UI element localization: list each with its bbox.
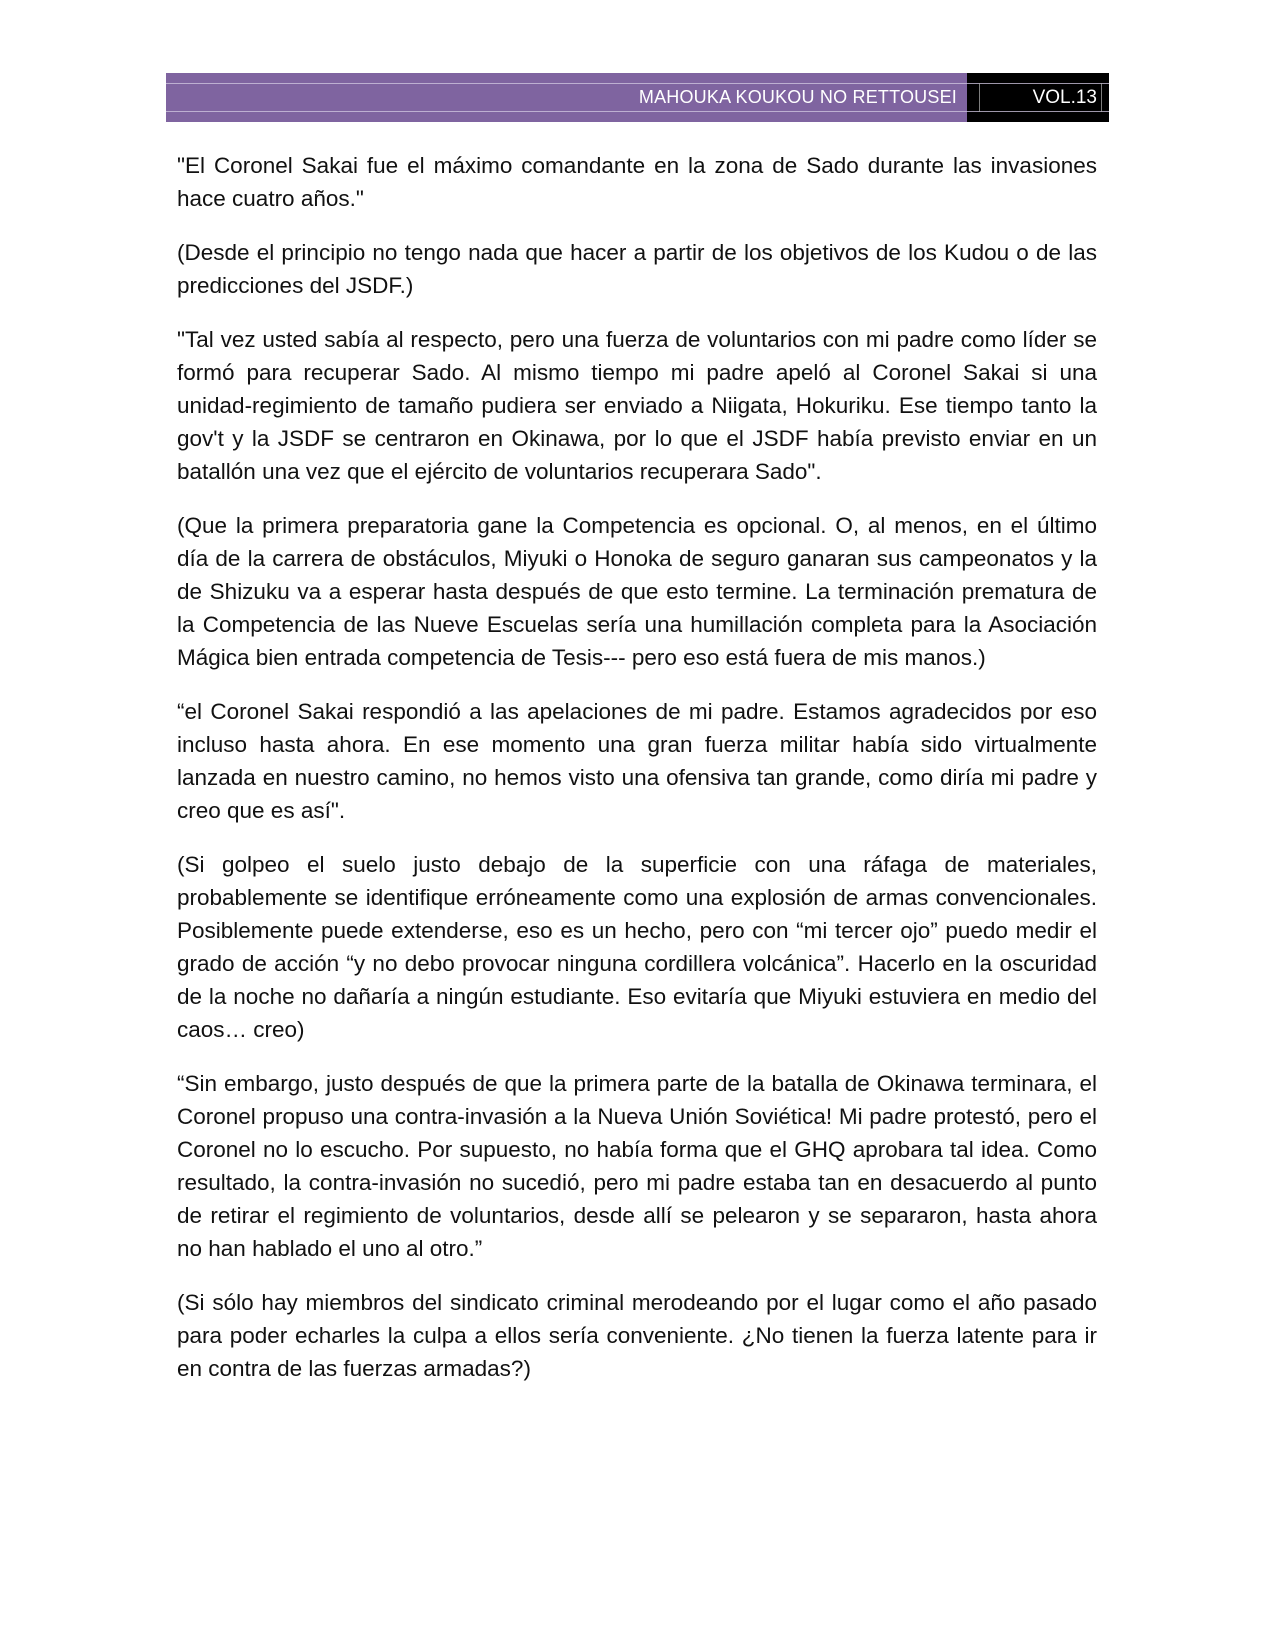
paragraph-8: (Si sólo hay miembros del sindicato criminal merodeando por el lugar como el año pasado para poder echarles la culpa a ellos sería conveniente. ¿No tienen la fuerza latente para ir en contra de las fuerzas armadas?) xyxy=(177,1290,1097,1381)
paragraph-7: “Sin embargo, justo después de que la primera parte de la batalla de Okinawa terminara, el Coronel propuso una contra-invasión a la Nueva Unión Soviética! Mi padre protestó, pero el Coronel no lo escucho. Por supuesto, no había forma que el GHQ aprobara tal idea. Como resultado, la contra-invasión no sucedió, pero mi padre estaba tan en desacuerdo al punto de retirar el regimiento de voluntarios, desde allí se pelearon y se separaron, hasta ahora no han hablado el uno al otro.” xyxy=(177,1071,1097,1261)
header-rule-bottom xyxy=(166,111,1109,112)
paragraph-4: (Que la primera preparatoria gane la Competencia es opcional. O, al menos, en el último día de la carrera de obstáculos, Miyuki o Honoka de seguro ganaran sus campeonatos y la de Shizuku va a esperar hasta después de que esto termine. La terminación prematura de la Competencia de las Nueve Escuelas sería una humillación completa para la Asociación Mágica bien entrada competencia de Tesis--- pero eso está fuera de mis manos.) xyxy=(177,513,1097,670)
paragraph-3: "Tal vez usted sabía al respecto, pero una fuerza de voluntarios con mi padre como líder se formó para recuperar Sado. Al mismo tiempo mi padre apeló al Coronel Sakai si una unidad-regimiento de tamaño pudiera ser enviado a Niigata, Hokuriku. Ese tiempo tanto la gov't y la JSDF se centraron en Okinawa, por lo que el JSDF había previsto enviar en un batallón una vez que el ejército de voluntarios recuperara Sado". xyxy=(177,327,1097,484)
paragraph-5: “el Coronel Sakai respondió a las apelaciones de mi padre. Estamos agradecidos por eso incluso hasta ahora. En ese momento una gran fuerza militar había sido virtualmente lanzada en nuestro camino, no hemos visto una ofensiva tan grande, como diría mi padre y creo que es así". xyxy=(177,699,1097,823)
header-rule-top xyxy=(166,83,1109,84)
paragraph-2: (Desde el principio no tengo nada que hacer a partir de los objetivos de los Kudou o de las predicciones del JSDF.) xyxy=(177,240,1097,298)
page-header xyxy=(166,73,1109,122)
header-divider-left xyxy=(979,83,980,112)
series-title: MAHOUKA KOUKOU NO RETTOUSEI xyxy=(638,87,957,107)
header-divider-right xyxy=(1101,83,1102,112)
page-body xyxy=(177,149,1097,1406)
volume-label: VOL.13 xyxy=(1032,87,1097,108)
paragraph-1: "El Coronel Sakai fue el máximo comandante en la zona de Sado durante las invasiones hace cuatro años." xyxy=(177,153,1097,211)
paragraph-6: (Si golpeo el suelo justo debajo de la superficie con una ráfaga de materiales, probablemente se identifique erróneamente como una explosión de armas convencionales. Posiblemente puede extenderse, eso es un hecho, pero con “mi tercer ojo” puedo medir el grado de acción “y no debo provocar ninguna cordillera volcánica”. Hacerlo en la oscuridad de la noche no dañaría a ningún estudiante. Eso evitaría que Miyuki estuviera en medio del caos… creo) xyxy=(177,852,1097,1042)
